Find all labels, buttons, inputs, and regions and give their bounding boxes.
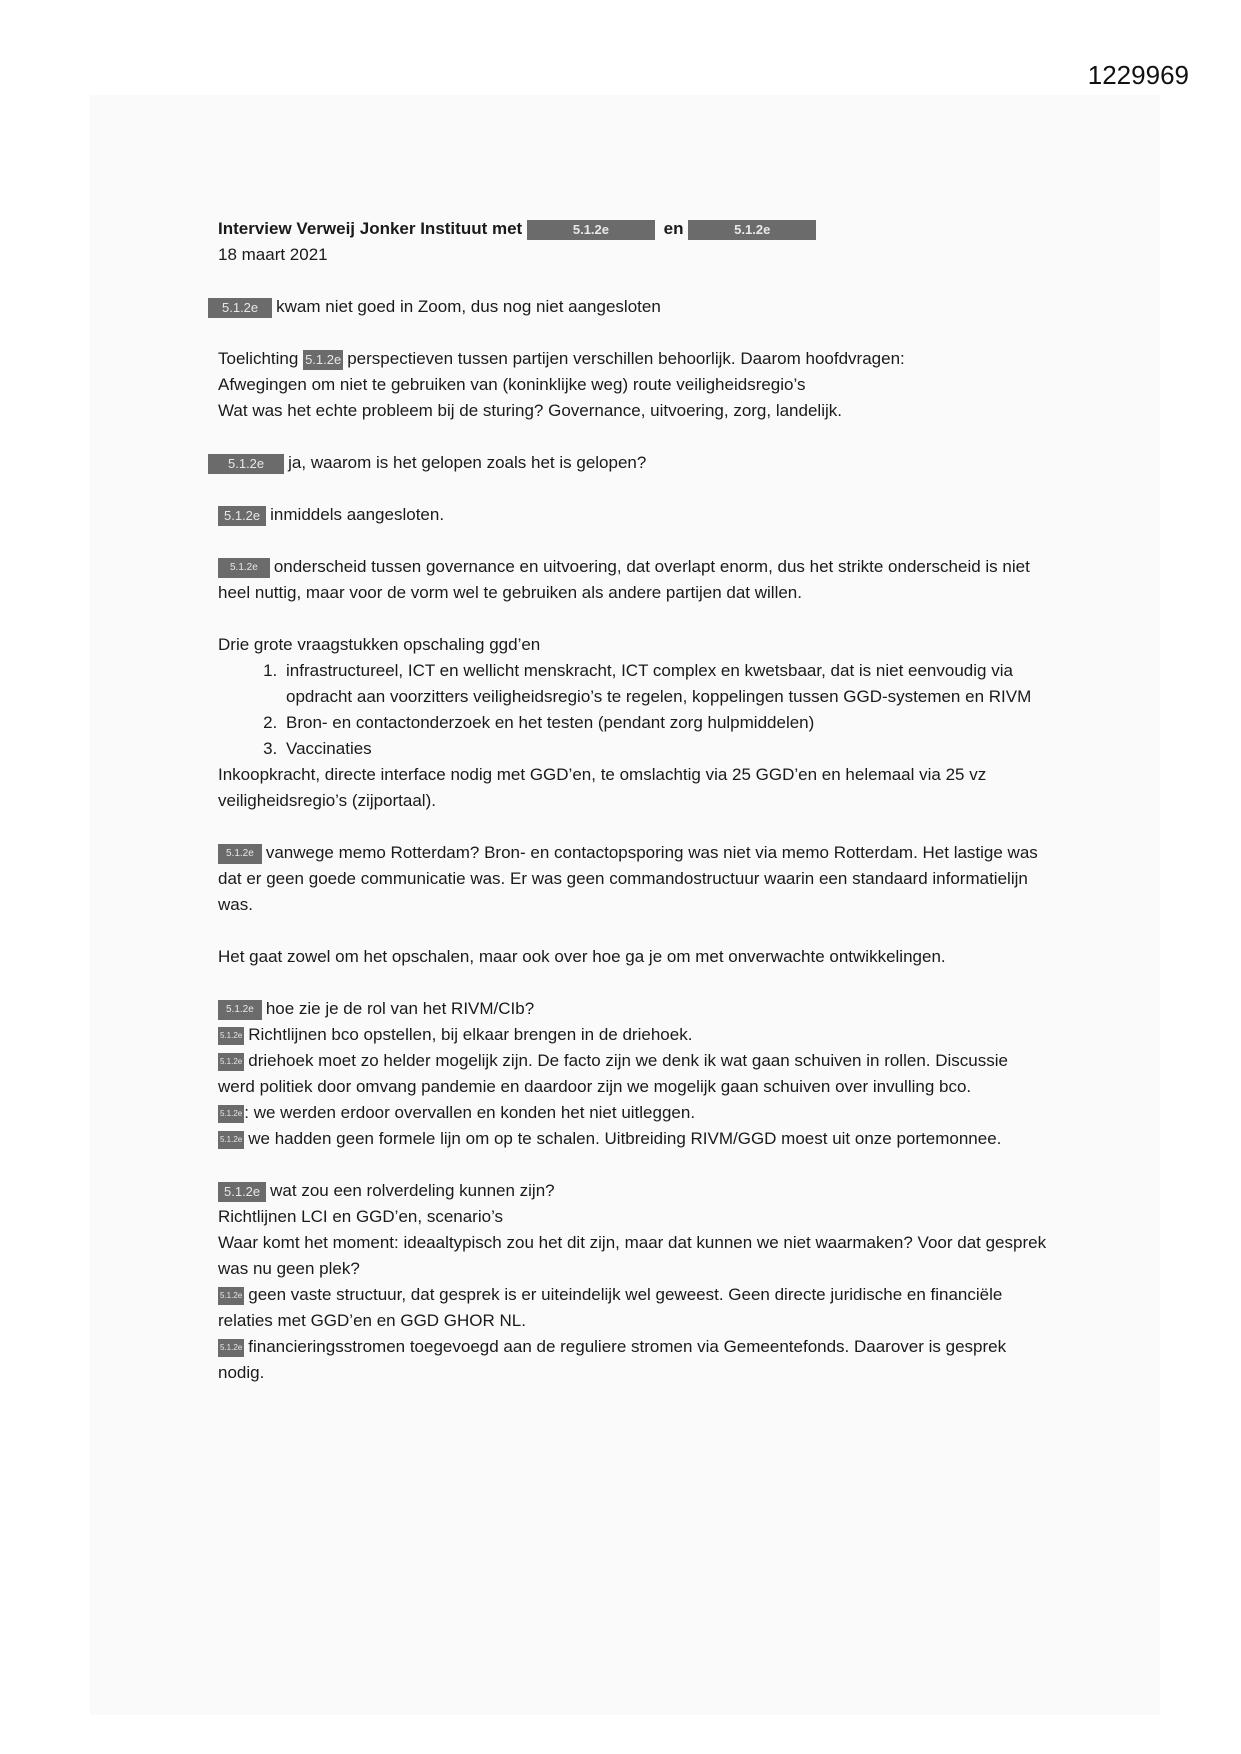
- paragraph-text: ja, waarom is het gelopen zoals het is gelopen?: [288, 453, 647, 472]
- redaction: 5.1.2e: [688, 220, 816, 240]
- redaction: 5.1.2e: [218, 506, 266, 526]
- list-section: [218, 632, 1048, 814]
- redaction: 5.1.2e: [218, 1287, 244, 1305]
- redaction: 5.1.2e: [208, 298, 272, 318]
- answer-text: we hadden geen formele lijn om op te schalen. Uitbreiding RIVM/GGD moest uit onze portemonnee.: [248, 1129, 1002, 1148]
- document-number: 1229969: [1087, 60, 1189, 90]
- question-text: wat zou een rolverdeling kunnen zijn?: [270, 1181, 555, 1200]
- document-title: [218, 216, 1048, 242]
- line: [218, 1100, 1048, 1126]
- numbered-list: [218, 658, 1048, 762]
- question-text: hoe zie je de rol van het RIVM/CIb?: [265, 999, 535, 1018]
- list-item: 1. infrastructureel, ICT en wellicht menskracht, ICT complex en kwetsbaar, dat is niet eenvoudig via opdracht aan voorzitters veiligheidsregio’s te regelen, koppelingen tussen GGD-systemen en RIVM: [282, 658, 1048, 710]
- redaction: 5.1.2e: [218, 1131, 244, 1149]
- paragraph: [218, 502, 1048, 528]
- paragraph: Het gaat zowel om het opschalen, maar ook over hoe ga je om met onverwachte ontwikkelingen.: [218, 947, 946, 966]
- paragraph: [218, 996, 1048, 1152]
- line: [218, 1126, 1048, 1152]
- redaction: 5.1.2e: [218, 1027, 244, 1045]
- line: [218, 1048, 1048, 1100]
- paragraph-text: kwam niet goed in Zoom, dus nog niet aangesloten: [276, 297, 661, 316]
- line: Afwegingen om niet te gebruiken van (koninklijke weg) route veiligheidsregio’s: [218, 375, 806, 394]
- paragraph: [218, 346, 1048, 424]
- answer-text: : we werden erdoor overvallen en konden het niet uitleggen.: [244, 1103, 696, 1122]
- line: [218, 1022, 1048, 1048]
- paragraph-text: vanwege memo Rotterdam? Bron- en contactopsporing was niet via memo Rotterdam. Het lastige was dat er geen goede communicatie was. Er was geen commandostructuur waarin een standaard informatielijn was.: [218, 843, 1038, 914]
- paragraph: [218, 554, 1048, 606]
- redaction: 5.1.2e: [218, 1339, 244, 1357]
- line: [218, 1178, 1048, 1204]
- redaction: 5.1.2e: [218, 1105, 244, 1123]
- redaction: 5.1.2e: [303, 350, 343, 370]
- line-text: perspectieven tussen partijen verschillen behoorlijk. Daarom hoofdvragen:: [347, 349, 905, 368]
- redaction: 5.1.2e: [527, 220, 655, 240]
- redaction: 5.1.2e: [218, 1182, 266, 1202]
- list-outro: Inkoopkracht, directe interface nodig met GGD’en, te omslachtig via 25 GGD’en en helemaal via 25 vz veiligheidsregio’s (zijportaal).: [218, 765, 987, 810]
- line: [218, 996, 1048, 1022]
- redaction: 5.1.2e: [218, 844, 262, 864]
- redaction: 5.1.2e: [218, 1000, 262, 1020]
- line: Richtlijnen LCI en GGD’en, scenario’s: [218, 1207, 504, 1226]
- document-body: [218, 216, 1048, 1412]
- line: [218, 1334, 1048, 1386]
- paragraph-text: inmiddels aangesloten.: [270, 505, 445, 524]
- answer-text: Richtlijnen bco opstellen, bij elkaar brengen in de driehoek.: [248, 1025, 693, 1044]
- paragraph: [208, 450, 1048, 476]
- paragraph: [218, 1178, 1048, 1386]
- lead-text: Toelichting: [218, 349, 299, 368]
- header-block: [218, 216, 1048, 268]
- redaction: 5.1.2e: [218, 1053, 244, 1071]
- title-text: Interview Verweij Jonker Instituut met: [218, 219, 523, 238]
- paragraph: [208, 294, 1048, 320]
- paragraph-text: onderscheid tussen governance en uitvoering, dat overlapt enorm, dus het strikte onderscheid is niet heel nuttig, maar voor de vorm wel te gebruiken als andere partijen dat willen.: [218, 557, 1030, 602]
- title-and: en: [663, 219, 684, 238]
- line: [218, 1282, 1048, 1334]
- paragraph: [218, 840, 1048, 918]
- answer-text: geen vaste structuur, dat gesprek is er uiteindelijk wel geweest. Geen directe juridische en financiële relaties met GGD’en en GGD GHOR NL.: [218, 1285, 1003, 1330]
- redaction: 5.1.2e: [218, 558, 270, 578]
- redaction: 5.1.2e: [208, 454, 284, 474]
- list-item: 2. Bron- en contactonderzoek en het testen (pendant zorg hulpmiddelen): [282, 710, 1048, 736]
- list-intro: Drie grote vraagstukken opschaling ggd’en: [218, 635, 541, 654]
- line: Wat was het echte probleem bij de sturing? Governance, uitvoering, zorg, landelijk.: [218, 401, 842, 420]
- answer-text: financieringsstromen toegevoegd aan de reguliere stromen via Gemeentefonds. Daarover is gesprek nodig.: [218, 1337, 1007, 1382]
- answer-text: driehoek moet zo helder mogelijk zijn. De facto zijn we denk ik wat gaan schuiven in rollen. Discussie werd politiek door omvang pandemie en daardoor zijn we mogelijk gaan schuiven over invulling bco.: [218, 1051, 1008, 1096]
- line: Waar komt het moment: ideaaltypisch zou het dit zijn, maar dat kunnen we niet waarmaken? Voor dat gesprek was nu geen plek?: [218, 1233, 1047, 1278]
- line: [218, 346, 1048, 372]
- document-date: 18 maart 2021: [218, 245, 328, 264]
- list-item: 3. Vaccinaties: [282, 736, 1048, 762]
